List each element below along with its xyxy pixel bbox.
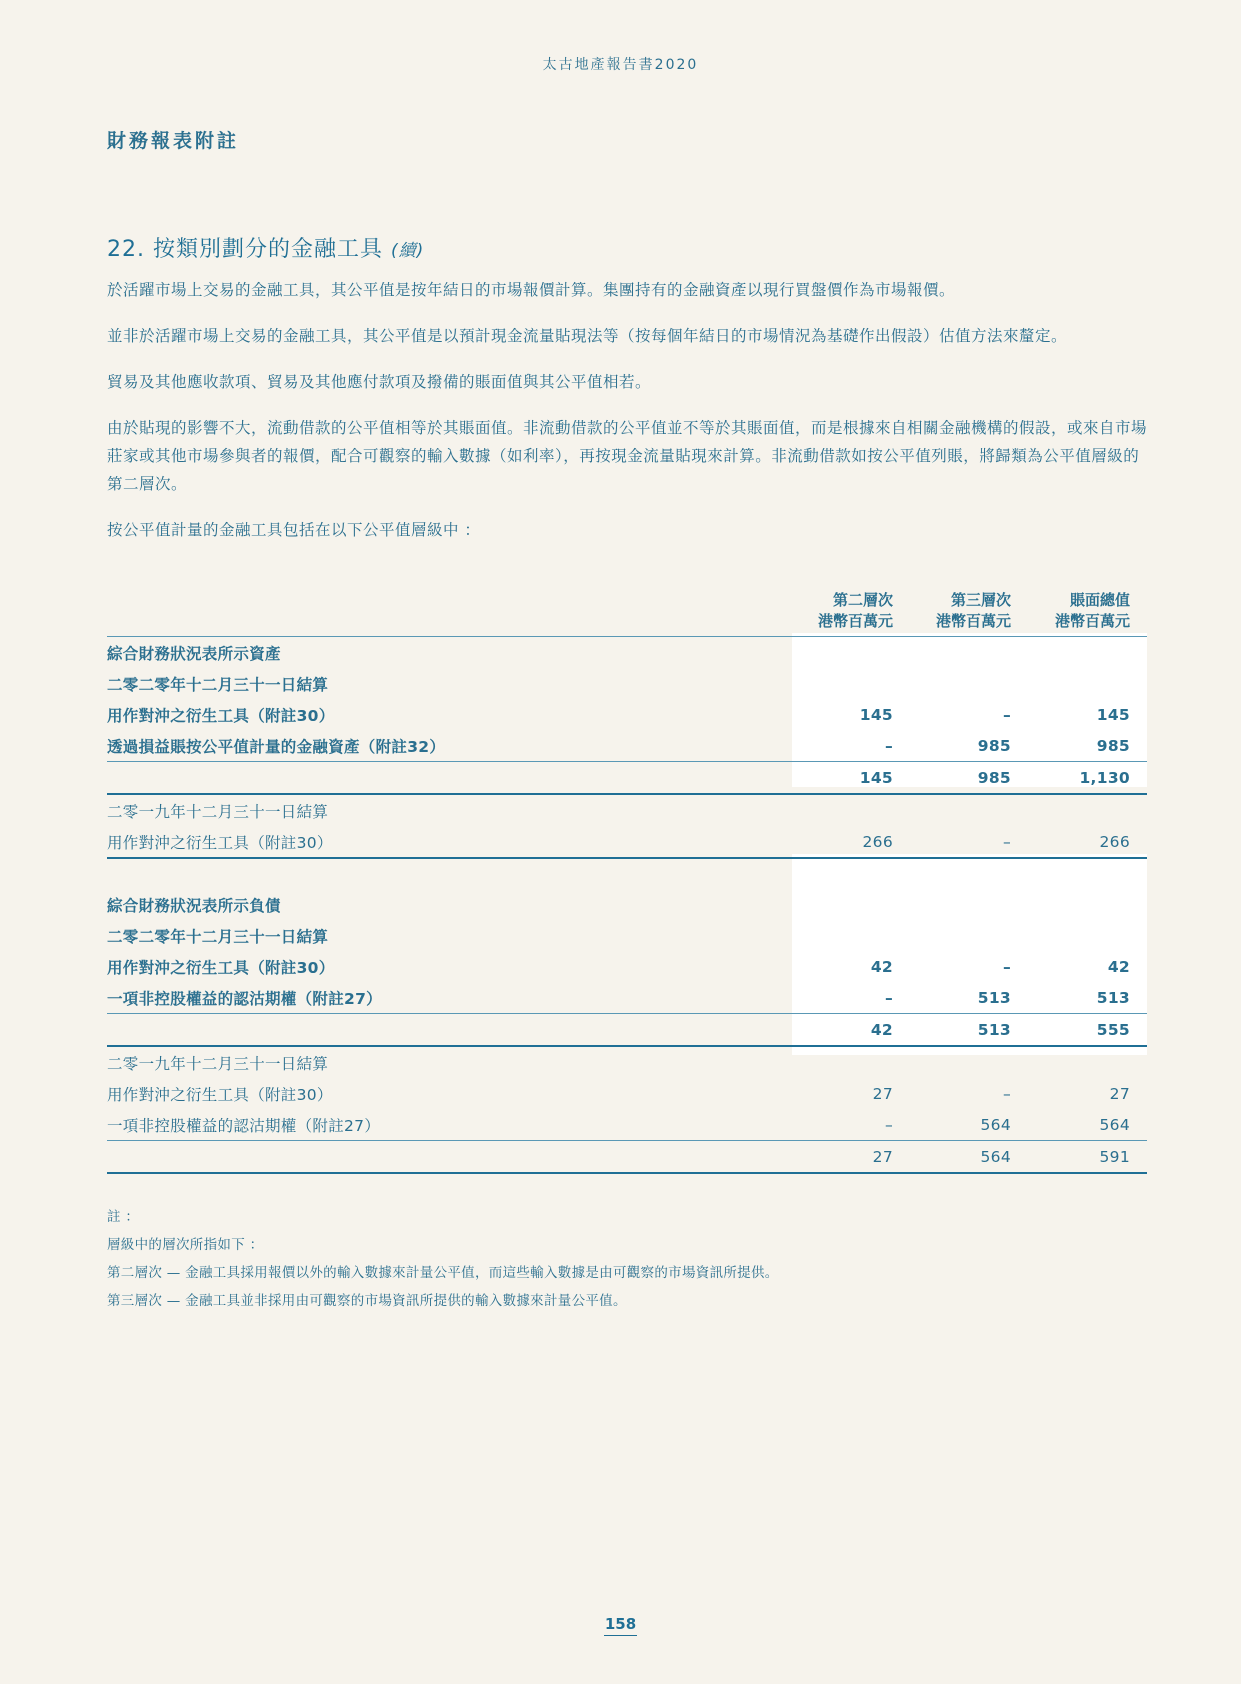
cell-total bbox=[1028, 889, 1147, 920]
footnote-line: 第二層次 — 金融工具採用報價以外的輸入數據來計量公平值，而這些輸入數據是由可觀察的市場資訊所提供。 bbox=[107, 1265, 779, 1281]
header-label-cell bbox=[107, 586, 792, 637]
header-line: 第三層次 bbox=[950, 591, 1011, 609]
table-row bbox=[107, 889, 1147, 920]
header-level2 bbox=[792, 586, 910, 637]
header-total bbox=[1028, 586, 1147, 637]
row-label bbox=[107, 1014, 792, 1047]
cell-level3 bbox=[910, 637, 1028, 669]
cell-level2 bbox=[792, 637, 910, 669]
table-row bbox=[107, 1078, 1147, 1109]
cell-level2 bbox=[792, 1046, 910, 1078]
cell-total bbox=[1028, 637, 1147, 669]
table-row bbox=[107, 794, 1147, 826]
header-unit: 港幣百萬元 bbox=[1054, 612, 1130, 630]
cell-total: 145 bbox=[1096, 705, 1130, 724]
paragraph: 由於貼現的影響不大，流動借款的公平值相等於其賬面值。非流動借款的公平值並不等於其賬面值，而是根據來自相關金融機構的假設，或來自市場莊家或其他市場參與者的報價，配合可觀察的輸入數據（如利率），再按現金流量貼現來計算。非流動借款如按公平值列賬，將歸類為公平值層級的第二層次。 bbox=[107, 419, 1148, 493]
row-label: 用作對沖之衍生工具（附註30） bbox=[107, 1085, 333, 1104]
row-label: 二零二零年十二月三十一日結算 bbox=[107, 675, 329, 694]
cell-level2 bbox=[792, 920, 910, 951]
row-label: 一項非控股權益的認沽期權（附註27） bbox=[107, 1116, 381, 1135]
cell-level2: 145 bbox=[792, 762, 910, 795]
paragraph: 於活躍市場上交易的金融工具，其公平值是按年結日的市場報價計算。集團持有的金融資產以現行買盤價作為市場報價。 bbox=[107, 281, 956, 299]
cell-level3: 564 bbox=[980, 1115, 1011, 1134]
row-label: 綜合財務狀況表所示資產 bbox=[107, 644, 281, 663]
cell-level2: 27 bbox=[792, 1141, 910, 1174]
cell-level3: – bbox=[1002, 1084, 1011, 1103]
footnote-heading: 註 ： bbox=[107, 1209, 140, 1225]
paragraph: 按公平值計量的金融工具包括在以下公平值層級中 ： bbox=[107, 521, 481, 539]
page-number-text: 158 bbox=[604, 1615, 637, 1636]
spacer-row bbox=[107, 858, 1147, 889]
header-level3 bbox=[910, 586, 1028, 637]
cell-level3 bbox=[910, 889, 1028, 920]
footnotes bbox=[107, 1203, 779, 1315]
cell-level2: 27 bbox=[872, 1084, 893, 1103]
header-line: 賬面總值 bbox=[1069, 591, 1130, 609]
cell-level3 bbox=[910, 668, 1028, 699]
cell-level2: 145 bbox=[859, 705, 893, 724]
page-number bbox=[0, 1614, 1241, 1633]
row-label: 一項非控股權益的認沽期權（附註27） bbox=[107, 989, 382, 1008]
cell-level3 bbox=[910, 794, 1028, 826]
table-row bbox=[107, 637, 1147, 669]
fair-value-table bbox=[107, 586, 1147, 1174]
cell-level3: 513 bbox=[910, 1014, 1028, 1047]
cell-level3: – bbox=[1002, 705, 1011, 724]
cell-level3: 985 bbox=[910, 762, 1028, 795]
subtotal-row bbox=[107, 1141, 1147, 1174]
cell-level3 bbox=[910, 1046, 1028, 1078]
cell-total bbox=[1028, 668, 1147, 699]
cell-total: 985 bbox=[1096, 736, 1130, 755]
table-row bbox=[107, 1109, 1147, 1141]
row-label: 二零二零年十二月三十一日結算 bbox=[107, 927, 329, 946]
cell-total: 42 bbox=[1107, 957, 1130, 976]
note-body bbox=[107, 276, 1147, 562]
cell-total: 564 bbox=[1099, 1115, 1130, 1134]
cell-level3: 564 bbox=[910, 1141, 1028, 1174]
footnote-line: 層級中的層次所指如下 ： bbox=[107, 1237, 264, 1253]
cell-level2 bbox=[792, 794, 910, 826]
row-label bbox=[107, 762, 792, 795]
subtotal-row bbox=[107, 1014, 1147, 1047]
cell-level2: 42 bbox=[792, 1014, 910, 1047]
cell-total: 591 bbox=[1028, 1141, 1147, 1174]
cell-level3: 985 bbox=[977, 736, 1011, 755]
row-label: 用作對沖之衍生工具（附註30） bbox=[107, 958, 335, 977]
spacer-cell bbox=[107, 858, 1147, 889]
cell-total: 513 bbox=[1096, 988, 1130, 1007]
table-row bbox=[107, 668, 1147, 699]
table-header-row bbox=[107, 586, 1147, 637]
header-unit: 港幣百萬元 bbox=[935, 612, 1011, 630]
cell-level2: – bbox=[884, 736, 893, 755]
row-label bbox=[107, 1141, 792, 1174]
table-row bbox=[107, 982, 1147, 1014]
header-unit: 港幣百萬元 bbox=[817, 612, 893, 630]
section-title: 財務報表附註 bbox=[107, 130, 240, 152]
row-label: 透過損益賬按公平值計量的金融資產（附註32） bbox=[107, 737, 446, 756]
note-continued-label: (續) bbox=[390, 241, 425, 261]
cell-total bbox=[1028, 920, 1147, 951]
fair-value-hierarchy-table bbox=[107, 586, 1147, 1174]
cell-level2 bbox=[792, 889, 910, 920]
paragraph: 並非於活躍市場上交易的金融工具，其公平值是以預計現金流量貼現法等（按每個年結日的市場情況為基礎作出假設）估值方法來釐定。 bbox=[107, 327, 1068, 345]
cell-level2 bbox=[792, 668, 910, 699]
cell-total: 555 bbox=[1028, 1014, 1147, 1047]
row-label: 用作對沖之衍生工具（附註30） bbox=[107, 826, 792, 858]
report-title: 太古地產報告書2020 bbox=[542, 57, 699, 73]
table-row bbox=[107, 699, 1147, 730]
note-heading-text: 22. 按類別劃分的金融工具 bbox=[107, 237, 383, 262]
table-row bbox=[107, 1046, 1147, 1078]
cell-level2: 266 bbox=[792, 826, 910, 858]
cell-level2: – bbox=[884, 988, 893, 1007]
row-label: 用作對沖之衍生工具（附註30） bbox=[107, 706, 335, 725]
row-label: 二零一九年十二月三十一日結算 bbox=[107, 802, 329, 821]
cell-total: 266 bbox=[1028, 826, 1147, 858]
cell-total bbox=[1028, 794, 1147, 826]
cell-level3: – bbox=[1002, 957, 1011, 976]
cell-total: 1,130 bbox=[1028, 762, 1147, 795]
table-row bbox=[107, 920, 1147, 951]
header-line: 第二層次 bbox=[832, 591, 893, 609]
cell-total: 27 bbox=[1109, 1084, 1130, 1103]
table-row bbox=[107, 826, 1147, 858]
note-heading bbox=[107, 232, 424, 263]
cell-level3: – bbox=[910, 826, 1028, 858]
footnote-line: 第三層次 — 金融工具並非採用由可觀察的市場資訊所提供的輸入數據來計量公平值。 bbox=[107, 1293, 627, 1309]
row-label: 綜合財務狀況表所示負債 bbox=[107, 896, 281, 915]
paragraph: 貿易及其他應收款項、貿易及其他應付款項及撥備的賬面值與其公平值相若。 bbox=[107, 373, 652, 391]
row-label: 二零一九年十二月三十一日結算 bbox=[107, 1054, 329, 1073]
cell-level2: 42 bbox=[870, 957, 893, 976]
table-row bbox=[107, 951, 1147, 982]
subtotal-row bbox=[107, 762, 1147, 795]
table-row bbox=[107, 730, 1147, 762]
cell-total bbox=[1028, 1046, 1147, 1078]
cell-level2: – bbox=[884, 1115, 893, 1134]
cell-level3: 513 bbox=[977, 988, 1011, 1007]
cell-level3 bbox=[910, 920, 1028, 951]
